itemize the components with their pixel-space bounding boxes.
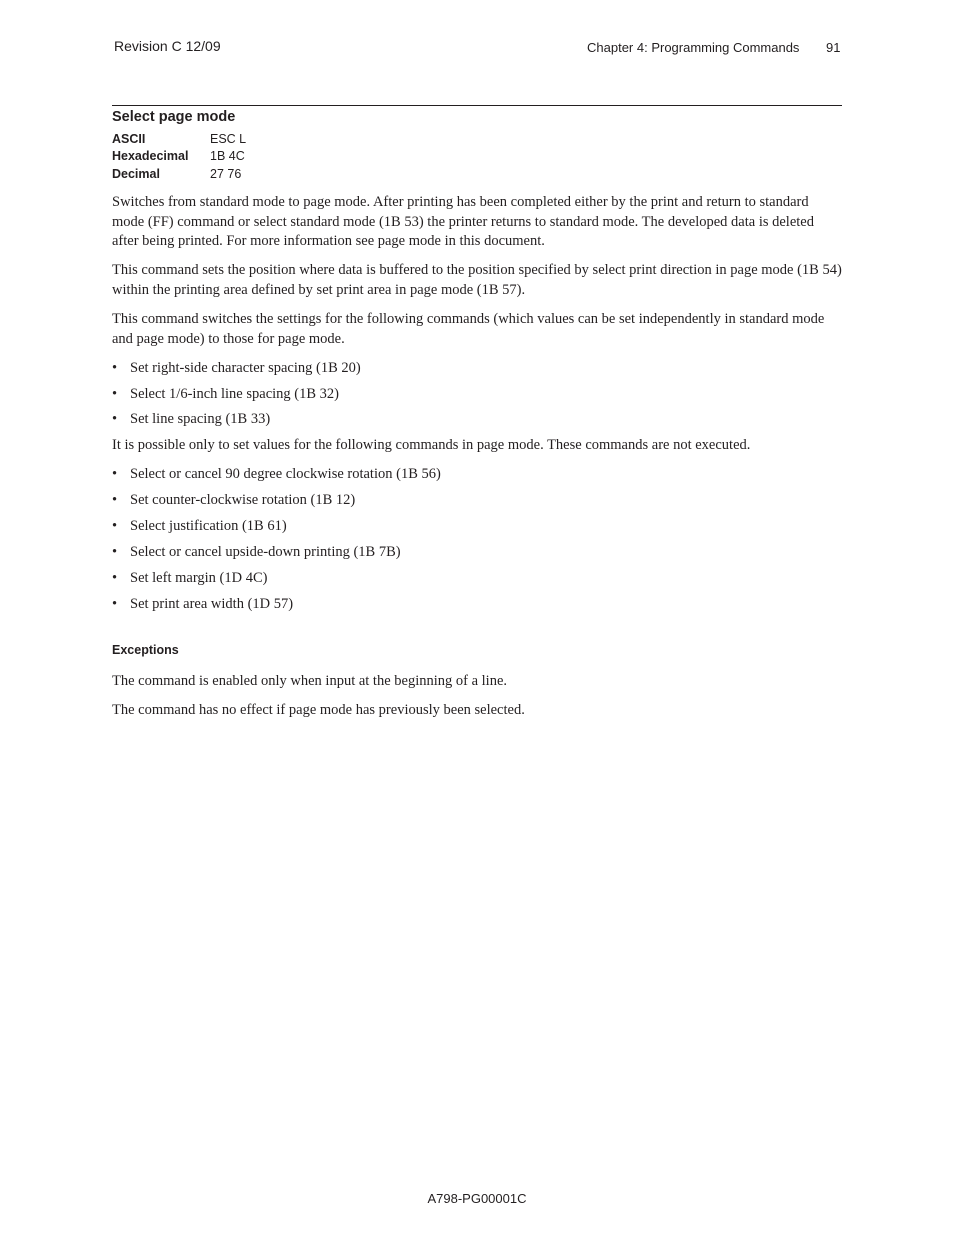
- body-text: [112, 193, 844, 730]
- paragraph: Switches from standard mode to page mode. After printing has been completed either by the print and return to standard mode (FF) command or select standard mode (1B 53) the printer returns to standard mode. The developed data is deleted after being printed. For more information see page mode in this document.: [112, 194, 814, 250]
- bullet: •: [112, 518, 118, 535]
- exceptions-heading: Exceptions: [112, 643, 179, 658]
- list-item: • Select justification (1B 61): [112, 517, 844, 537]
- paragraph: This command sets the position where data is buffered to the position specified by select print direction in page mode (1B 54) within the printing area defined by set print area in page mode (1B 57).: [112, 262, 842, 298]
- list-item: • Set counter-clockwise rotation (1B 12): [112, 491, 844, 511]
- list-item: • Select 1/6-inch line spacing (1B 32): [112, 385, 844, 405]
- code-value: 1B 4C: [210, 149, 245, 163]
- paragraph: It is possible only to set values for the following commands in page mode. These commands are not executed.: [112, 437, 751, 454]
- revision-label: Revision C 12/09: [114, 38, 221, 54]
- list-item: • Set print area width (1D 57): [112, 595, 844, 615]
- page-mode-list: [112, 465, 844, 614]
- paragraph: The command has no effect if page mode has previously been selected.: [112, 702, 525, 719]
- code-label: Hexadecimal: [112, 149, 189, 163]
- code-label: Decimal: [112, 167, 160, 181]
- settings-list: [112, 359, 844, 430]
- bullet: •: [112, 544, 118, 561]
- list-item: • Set right-side character spacing (1B 20): [112, 359, 844, 379]
- bullet: •: [112, 359, 118, 376]
- bullet: •: [112, 595, 118, 612]
- list-item: • Set left margin (1D 4C): [112, 569, 844, 589]
- code-value: 27 76: [210, 167, 242, 181]
- paragraph: The command is enabled only when input at the beginning of a line.: [112, 673, 508, 690]
- page-number: 91: [826, 40, 841, 55]
- header-rule: [112, 105, 842, 106]
- section-title: Select page mode: [112, 109, 236, 125]
- bullet: •: [112, 466, 118, 483]
- code-label: ASCII: [112, 132, 146, 146]
- list-item: • Select or cancel upside-down printing (1B 7B): [112, 543, 844, 563]
- list-item: • Set line spacing (1B 33): [112, 410, 844, 430]
- list-item: • Select or cancel 90 degree clockwise rotation (1B 56): [112, 465, 844, 485]
- chapter-title: Chapter 4: Programming Commands: [587, 40, 800, 55]
- bullet: •: [112, 492, 118, 509]
- paragraph: This command switches the settings for the following commands (which values can be set independently in standard mode and page mode) to those for page mode.: [112, 310, 825, 347]
- bullet: •: [112, 569, 118, 586]
- bullet: •: [112, 411, 118, 428]
- footer-doc-id: A798-PG00001C: [427, 1191, 527, 1206]
- code-value: ESC L: [210, 132, 247, 146]
- bullet: •: [112, 385, 118, 402]
